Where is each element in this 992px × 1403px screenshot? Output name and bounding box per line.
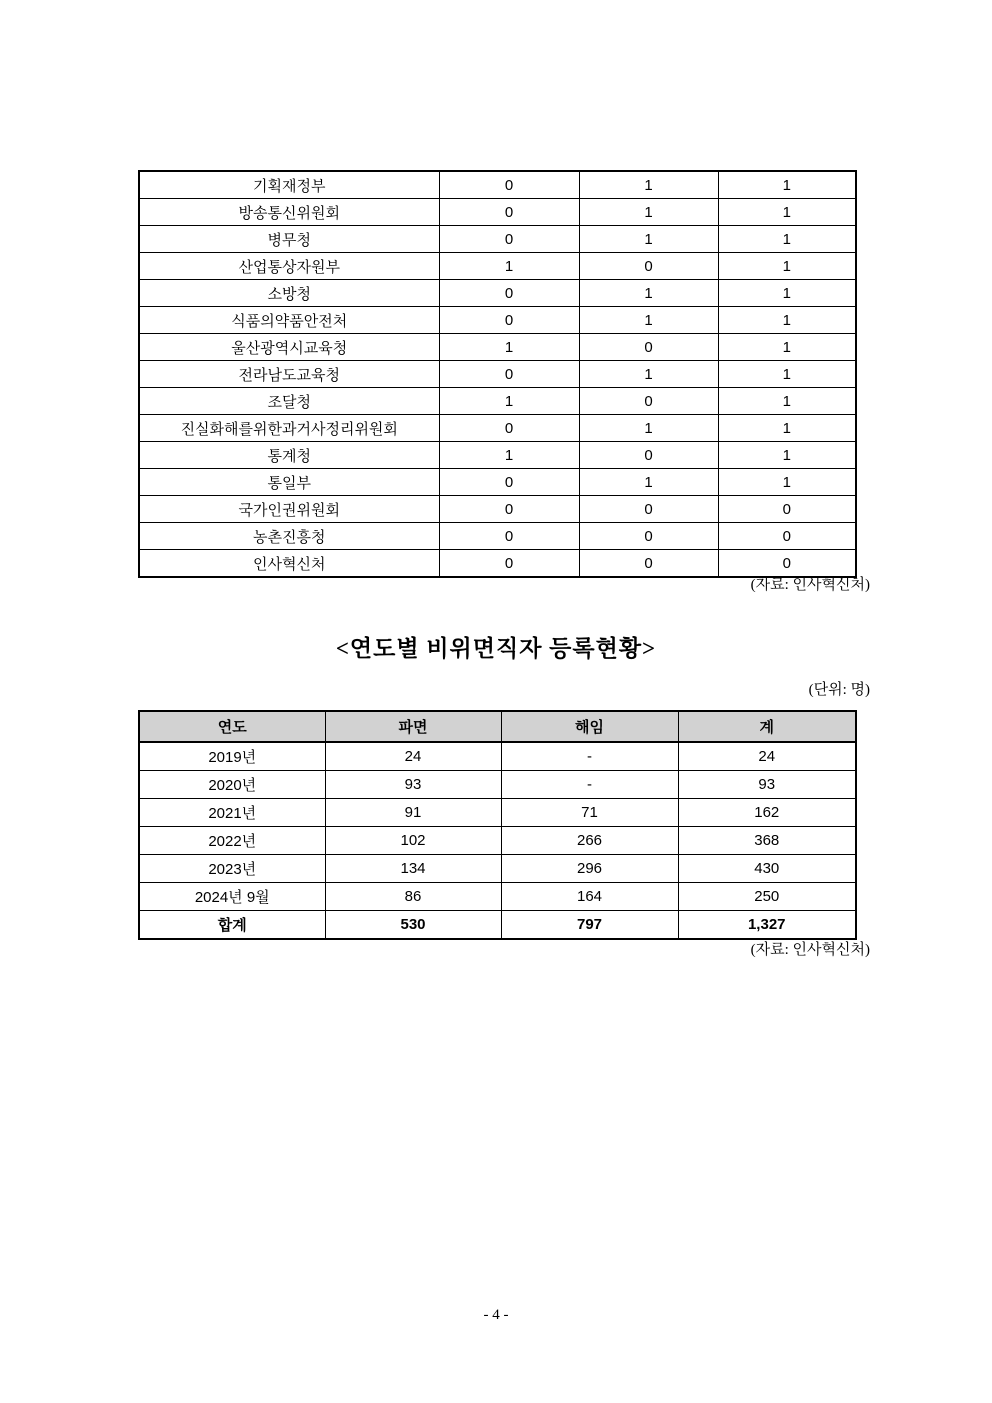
table-cell: 296 (501, 855, 678, 883)
yearly-table (138, 710, 857, 940)
agency-name-cell: 전라남도교육청 (139, 361, 439, 388)
table-cell: 1 (579, 469, 718, 496)
table-cell: 1 (718, 334, 856, 361)
table-cell: 0 (439, 496, 579, 523)
agency-name-cell: 농촌진흥청 (139, 523, 439, 550)
table-cell: 1 (718, 361, 856, 388)
table-row (139, 361, 856, 388)
total-label-cell: 합계 (139, 911, 325, 940)
table-cell: 0 (579, 253, 718, 280)
source-note: (자료: 인사혁신처) (750, 577, 870, 593)
table-row (139, 523, 856, 550)
table-cell: 86 (325, 883, 501, 911)
agency-name-cell: 소방청 (139, 280, 439, 307)
table-row (139, 550, 856, 578)
table-cell: 0 (579, 550, 718, 578)
table-cell: 0 (439, 550, 579, 578)
agency-name-cell: 병무청 (139, 226, 439, 253)
header-cell-removal: 해임 (501, 711, 678, 742)
agency-name-cell: 진실화해를위한과거사정리위원회 (139, 415, 439, 442)
table-cell: 134 (325, 855, 501, 883)
table-cell: 162 (678, 799, 856, 827)
table-cell: 0 (439, 361, 579, 388)
table-row (139, 415, 856, 442)
table-header-row (139, 711, 856, 742)
table-row (139, 253, 856, 280)
table-row (139, 388, 856, 415)
table-cell: 0 (439, 280, 579, 307)
table-cell: 1 (579, 415, 718, 442)
table-cell: 0 (439, 307, 579, 334)
header-cell-total: 계 (678, 711, 856, 742)
table-row (139, 307, 856, 334)
table-cell: 1 (718, 415, 856, 442)
table-cell: 368 (678, 827, 856, 855)
table-cell: 1 (579, 199, 718, 226)
table-cell: 266 (501, 827, 678, 855)
year-cell: 2024년 9월 (139, 883, 325, 911)
year-cell: 2023년 (139, 855, 325, 883)
total-row (139, 911, 856, 940)
agency-name-cell: 기획재정부 (139, 171, 439, 199)
table-row (139, 199, 856, 226)
table-cell: 0 (579, 388, 718, 415)
table-cell: 1 (718, 199, 856, 226)
table-cell: 24 (325, 742, 501, 771)
table-cell: 0 (579, 442, 718, 469)
table-cell: 0 (439, 469, 579, 496)
agency-name-cell: 방송통신위원회 (139, 199, 439, 226)
table-cell: 0 (579, 496, 718, 523)
table-row (139, 799, 856, 827)
table-cell: 0 (579, 523, 718, 550)
agency-name-cell: 인사혁신처 (139, 550, 439, 578)
table-cell: 1 (718, 307, 856, 334)
year-cell: 2019년 (139, 742, 325, 771)
table-cell: 1 (579, 280, 718, 307)
table-cell: - (501, 742, 678, 771)
table-cell: 250 (678, 883, 856, 911)
table-cell: - (501, 771, 678, 799)
table-cell: 0 (579, 334, 718, 361)
table-row (139, 883, 856, 911)
agency-name-cell: 울산광역시교육청 (139, 334, 439, 361)
table-cell: 0 (718, 523, 856, 550)
table-cell: 1 (718, 226, 856, 253)
table-cell: 1 (718, 388, 856, 415)
agency-name-cell: 국가인권위원회 (139, 496, 439, 523)
agency-name-cell: 산업통상자원부 (139, 253, 439, 280)
table-cell: 1 (718, 442, 856, 469)
table-cell: 1 (718, 171, 856, 199)
table-cell: 1 (439, 334, 579, 361)
total-cell: 797 (501, 911, 678, 940)
table-row (139, 334, 856, 361)
table-cell: 1 (718, 280, 856, 307)
year-cell: 2022년 (139, 827, 325, 855)
table-row (139, 226, 856, 253)
agency-name-cell: 통계청 (139, 442, 439, 469)
agency-table (138, 170, 857, 578)
table-cell: 1 (718, 253, 856, 280)
agency-name-cell: 통일부 (139, 469, 439, 496)
section-title: <연도별 비위면직자 등록현황> (335, 636, 657, 661)
table-row (139, 855, 856, 883)
table-row (139, 469, 856, 496)
year-cell: 2020년 (139, 771, 325, 799)
table-cell: 0 (439, 415, 579, 442)
table-cell: 1 (579, 171, 718, 199)
table-cell: 0 (439, 199, 579, 226)
table-cell: 0 (718, 496, 856, 523)
table-cell: 91 (325, 799, 501, 827)
agency-name-cell: 조달청 (139, 388, 439, 415)
table-cell: 1 (579, 307, 718, 334)
table-row (139, 280, 856, 307)
header-cell-year: 연도 (139, 711, 325, 742)
table-cell: 0 (718, 550, 856, 578)
table-row (139, 771, 856, 799)
table-cell: 430 (678, 855, 856, 883)
table-cell: 1 (579, 361, 718, 388)
table-cell: 1 (718, 469, 856, 496)
year-cell: 2021년 (139, 799, 325, 827)
table-cell: 24 (678, 742, 856, 771)
table-cell: 93 (678, 771, 856, 799)
table-row (139, 742, 856, 771)
source-note: (자료: 인사혁신처) (750, 942, 870, 958)
table-cell: 1 (579, 226, 718, 253)
table-cell: 164 (501, 883, 678, 911)
table-cell: 0 (439, 523, 579, 550)
table-row (139, 442, 856, 469)
unit-note: (단위: 명) (808, 682, 870, 698)
table-row (139, 171, 856, 199)
table-row (139, 496, 856, 523)
total-cell: 1,327 (678, 911, 856, 940)
table-cell: 1 (439, 442, 579, 469)
table-cell: 71 (501, 799, 678, 827)
table-cell: 0 (439, 171, 579, 199)
table-cell: 102 (325, 827, 501, 855)
table-cell: 1 (439, 388, 579, 415)
total-cell: 530 (325, 911, 501, 940)
page-number: - 4 - (483, 1307, 509, 1323)
table-row (139, 827, 856, 855)
agency-name-cell: 식품의약품안전처 (139, 307, 439, 334)
table-cell: 1 (439, 253, 579, 280)
table-cell: 93 (325, 771, 501, 799)
table-cell: 0 (439, 226, 579, 253)
header-cell-dismissal: 파면 (325, 711, 501, 742)
